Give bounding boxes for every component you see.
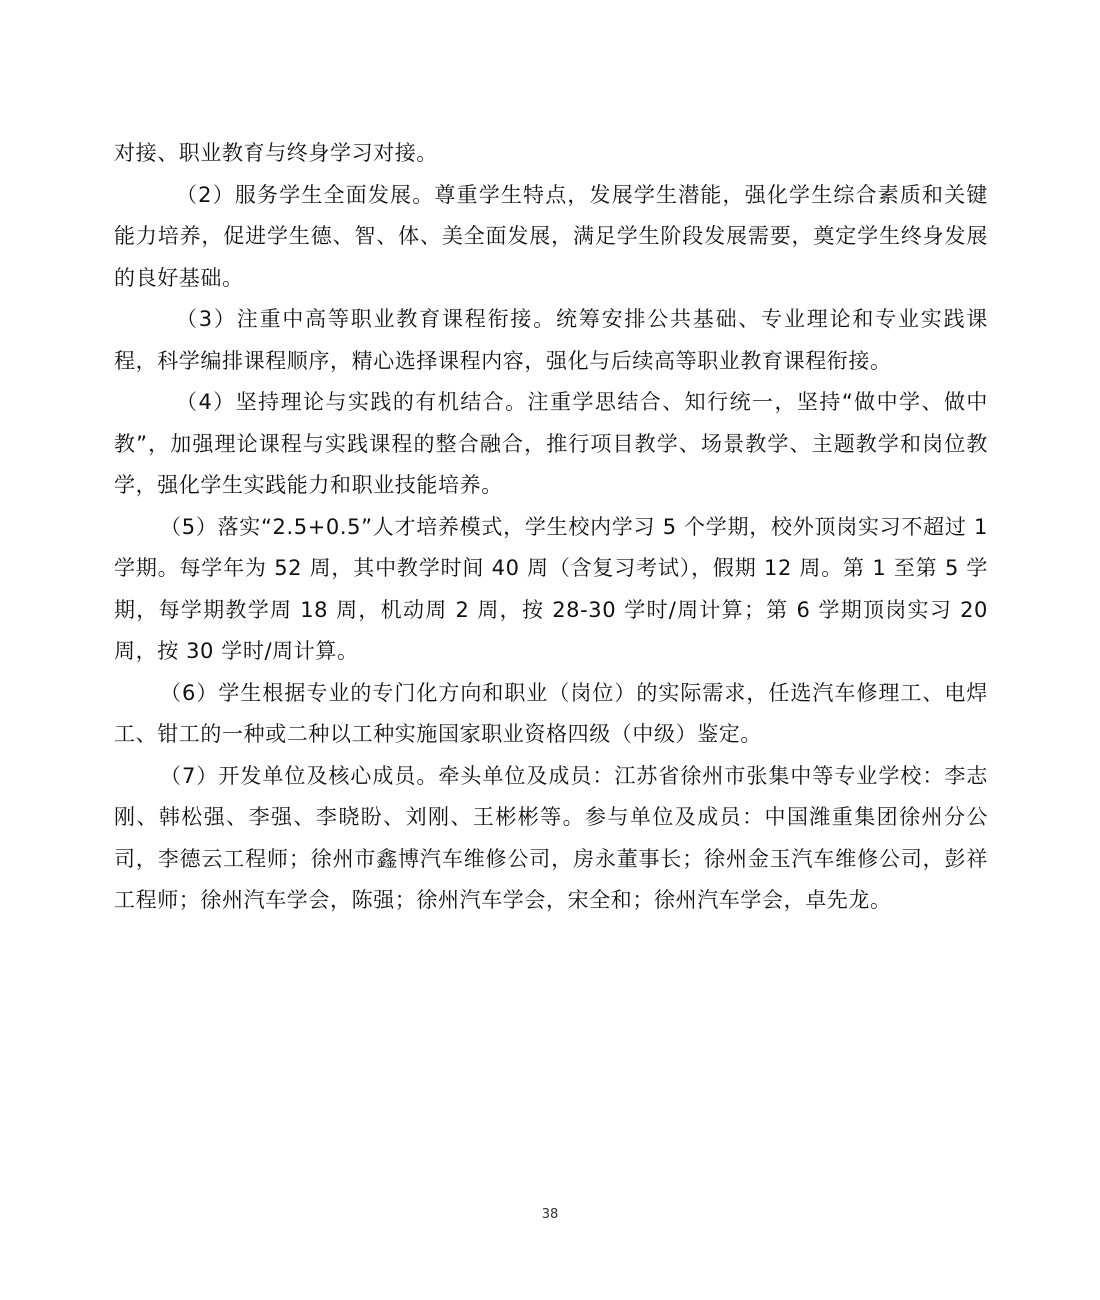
paragraph-item-3: （3）注重中高等职业教育课程衔接。统筹安排公共基础、专业理论和专业实践课程，科学编排课程顺序，精心选择课程内容，强化与后续高等职业教育课程衔接。 (114, 307, 988, 373)
paragraph-continuation: 对接、职业教育与终身学习对接。 (114, 141, 438, 165)
paragraph-item-7: （7）开发单位及核心成员。牵头单位及成员：江苏省徐州市张集中等专业学校：李志刚、韩松强、李强、李晓盼、刘刚、王彬彬等。参与单位及成员：中国潍重集团徐州分公司，李德云工程师；徐州市鑫博汽车维修公司，房永董事长；徐州金玉汽车维修公司，彭祥工程师；徐州汽车学会，陈强；徐州汽车学会，宋全和；徐州汽车学会，卓先龙。 (114, 763, 988, 912)
paragraph-item-4: （4）坚持理论与实践的有机结合。注重学思结合、知行统一，坚持“做中学、做中教”，加强理论课程与实践课程的整合融合，推行项目教学、场景教学、主题教学和岗位教学，强化学生实践能力和职业技能培养。 (114, 390, 988, 497)
paragraph-item-6: （6）学生根据专业的专门化方向和职业（岗位）的实际需求，任选汽车修理工、电焊工、钳工的一种或二种以工种实施国家职业资格四级（中级）鉴定。 (114, 680, 988, 746)
paragraph-item-2: （2）服务学生全面发展。尊重学生特点，发展学生潜能，强化学生综合素质和关键能力培养，促进学生德、智、体、美全面发展，满足学生阶段发展需要，奠定学生终身发展的良好基础。 (114, 182, 988, 290)
page-number: 38 (541, 1207, 559, 1222)
body-text (114, 133, 988, 922)
paragraph-item-5: （5）落实“2.5+0.5”人才培养模式，学生校内学习 5 个学期，校外顶岗实习不超过 1 学期。每学年为 52 周，其中教学时间 40 周（含复习考试），假期 12 周。第 1 至第 5 学期，每学期教学周 18 周，机动周 2 周，按 28-30 学时/周计算；第 6 学期顶岗实习 20 周，按 30 学时/周计算。 (114, 514, 988, 663)
